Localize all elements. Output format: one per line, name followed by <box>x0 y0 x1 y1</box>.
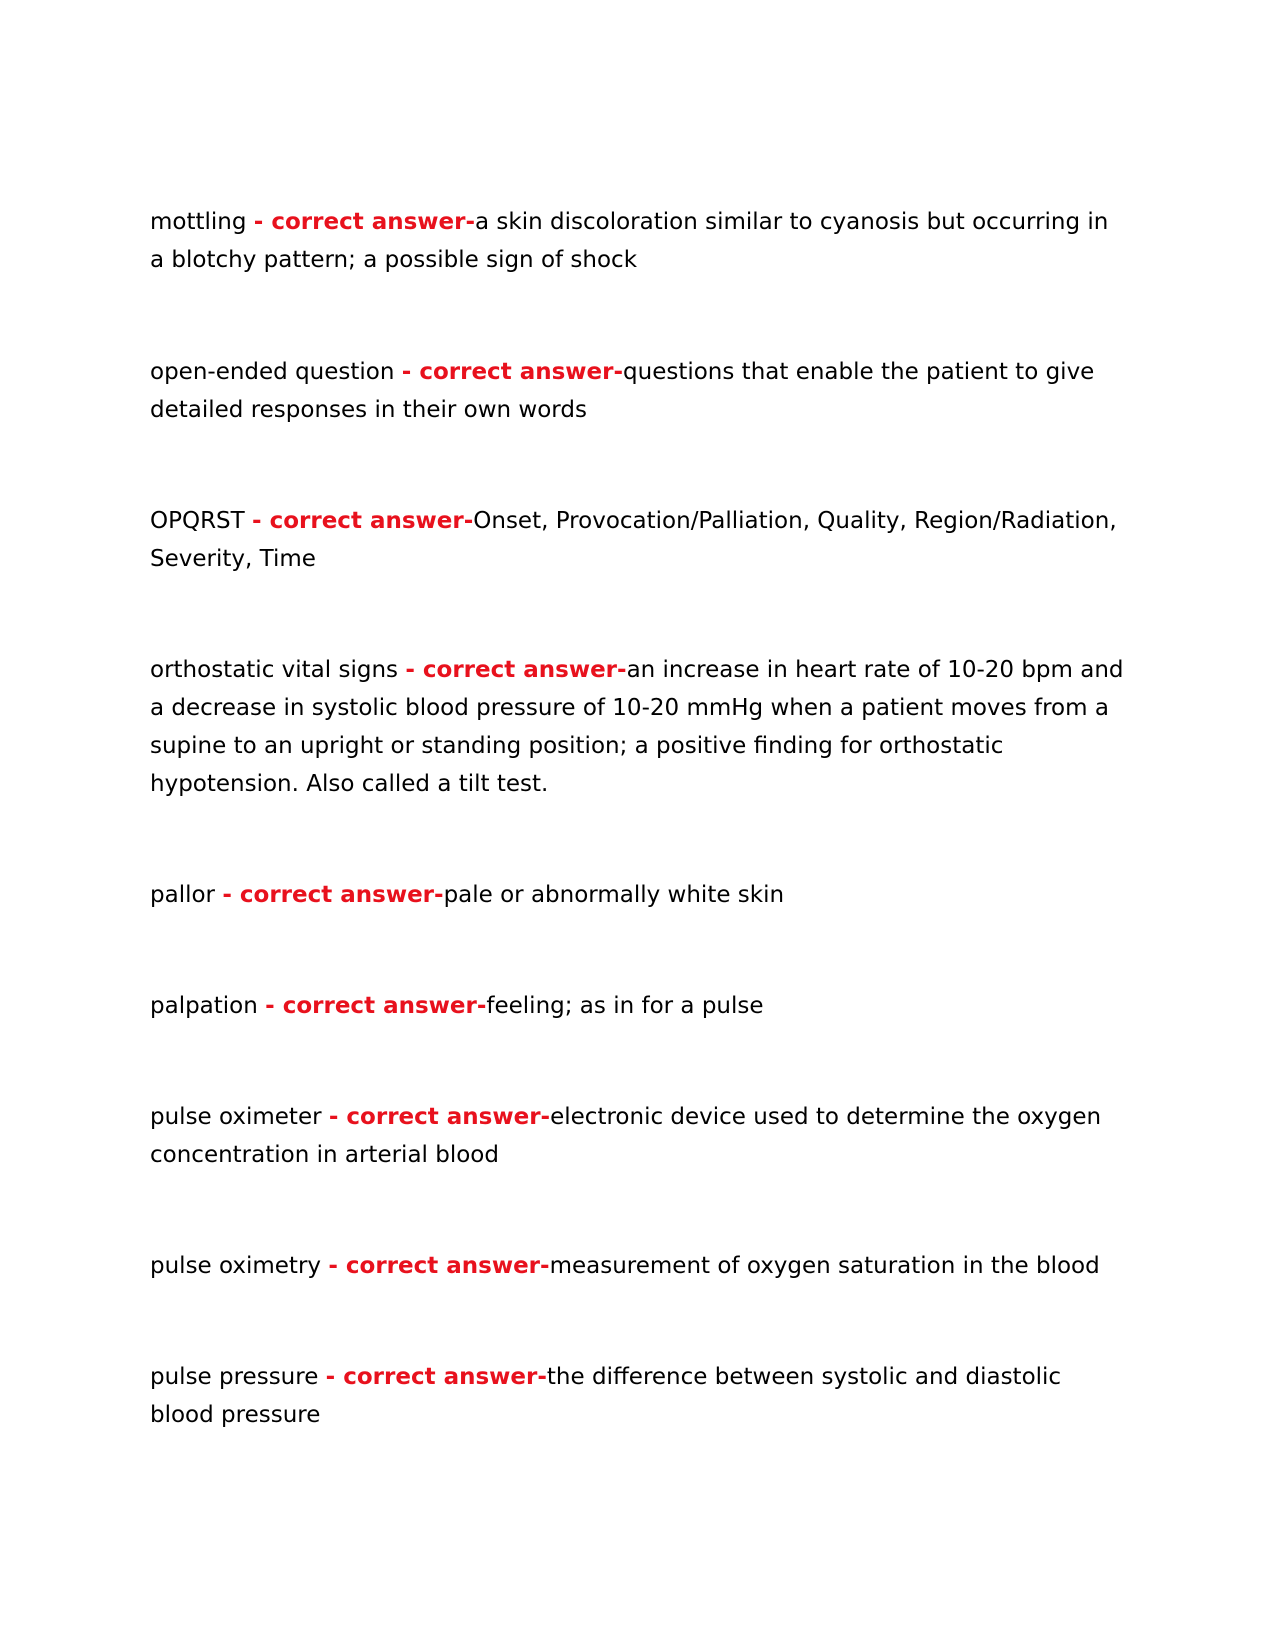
glossary-entry-open-ended-question <box>150 353 1125 429</box>
answer-separator: - correct answer- <box>222 882 444 908</box>
glossary-entry-pulse-oximetry <box>150 1247 1125 1285</box>
answer-separator: - correct answer- <box>252 508 474 534</box>
glossary-entry-opqrst <box>150 502 1125 578</box>
glossary-entry-pallor <box>150 876 1125 914</box>
entry-definition: feeling; as in for a pulse <box>486 993 764 1019</box>
answer-separator: - correct answer- <box>325 1364 547 1390</box>
entry-term: palpation <box>150 993 258 1019</box>
entry-definition: electronic device used to determine the oxygen concentration in arterial blood <box>150 1104 1102 1168</box>
answer-separator: - correct answer- <box>405 657 627 683</box>
answer-separator: - correct answer- <box>328 1104 551 1130</box>
entry-term: open-ended question <box>150 359 395 385</box>
entry-definition: a skin discoloration similar to cyanosis but occurring in a blotchy pattern; a possible sign of shock <box>150 209 1109 273</box>
entry-definition: questions that enable the patient to give detailed responses in their own words <box>150 359 1095 423</box>
entry-term: mottling <box>150 209 247 235</box>
entry-definition: Onset, Provocation/Palliation, Quality, Region/Radiation, Severity, Time <box>150 508 1117 572</box>
entry-definition: an increase in heart rate of 10-20 bpm and a decrease in systolic blood pressure of 10-20 mmHg when a patient moves from a supine to an upright or standing position; a positive finding for orthostatic hypotension. Also called a tilt test. <box>150 657 1124 797</box>
glossary-entry-pulse-oximeter <box>150 1098 1125 1174</box>
entry-term: pulse oximetry <box>150 1253 322 1279</box>
entry-definition: pale or abnormally white skin <box>443 882 785 908</box>
answer-separator: - correct answer- <box>328 1253 550 1279</box>
answer-separator: - correct answer- <box>401 359 624 385</box>
answer-separator: - correct answer- <box>253 209 476 235</box>
glossary-entry-palpation <box>150 987 1125 1025</box>
entry-definition: measurement of oxygen saturation in the blood <box>549 1253 1100 1279</box>
answer-separator: - correct answer- <box>265 993 487 1019</box>
entry-term: orthostatic vital signs <box>150 657 399 683</box>
entry-term: OPQRST <box>150 508 245 534</box>
entry-term: pallor <box>150 882 216 908</box>
glossary-entry-pulse-pressure <box>150 1358 1125 1434</box>
entry-definition: the difference between systolic and diastolic blood pressure <box>150 1364 1062 1428</box>
entry-term: pulse oximeter <box>150 1104 322 1130</box>
glossary-entry-orthostatic-vital-signs <box>150 651 1125 803</box>
entry-term: pulse pressure <box>150 1364 319 1390</box>
glossary-entry-mottling <box>150 203 1125 279</box>
